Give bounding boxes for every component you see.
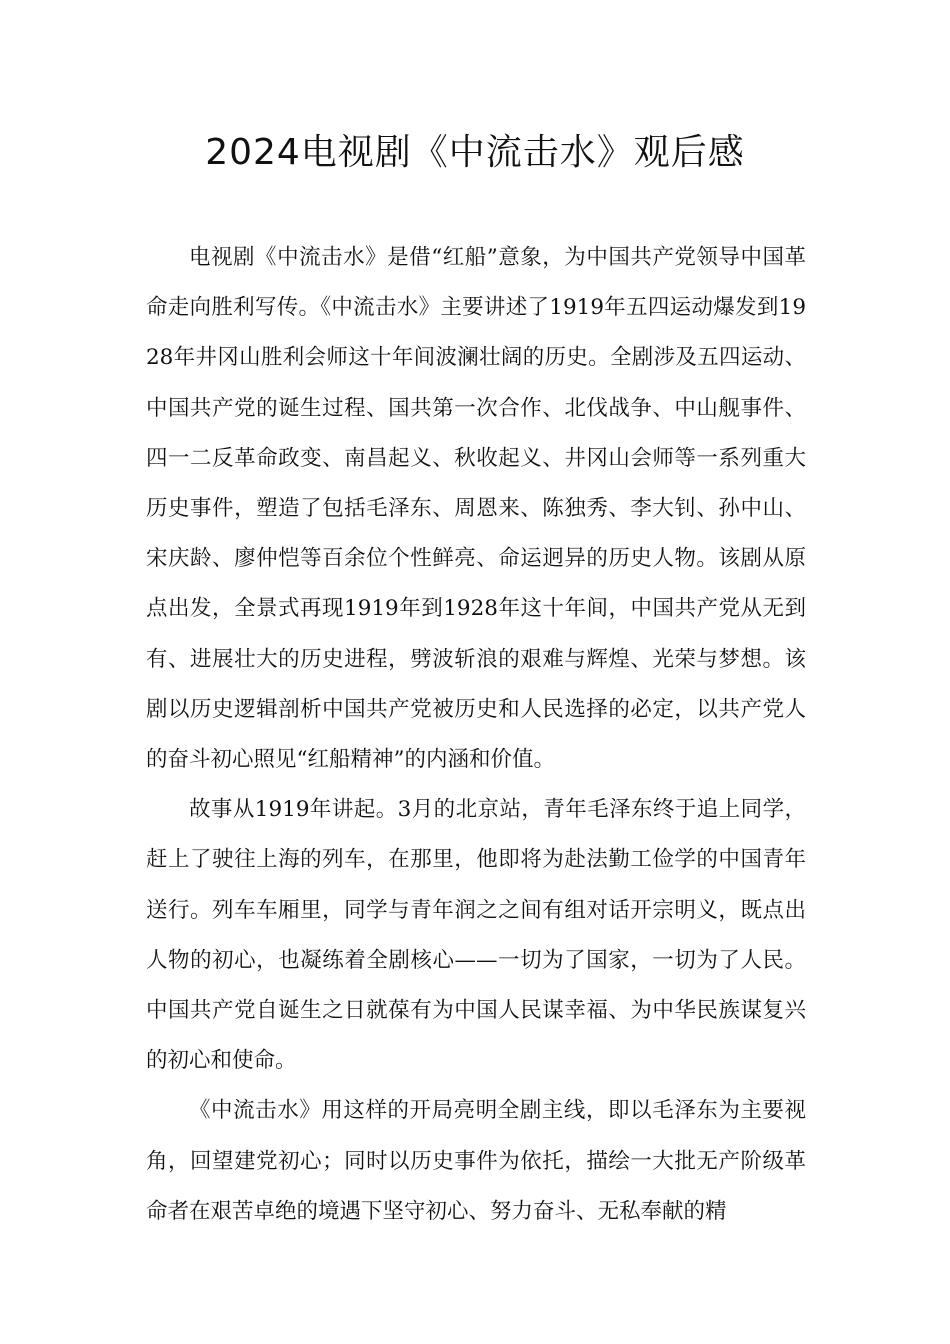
paragraph-intro: 电视剧《中流击水》是借“红船”意象，为中国共产党领导中国革命走向胜利写传。《中流击水》主要讲述了1919年五四运动爆发到1928年井冈山胜利会师这十年间波澜壮阔的历史。全剧涉及五四运动、中国共产党的诞生过程、国共第一次合作、北伐战争、中山舰事件、四一二反革命政变、南昌起义、秋收起义、井冈山会师等一系列重大历史事件，塑造了包括毛泽东、周恩来、陈独秀、李大钊、孙中山、宋庆龄、廖仲恺等百余位个性鲜亮、命运迥异的历史人物。该剧从原点出发，全景式再现1919年到1928年这十年间，中国共产党从无到有、进展壮大的历史进程，劈波斩浪的艰难与辉煌、光荣与梦想。该剧以历史逻辑剖析中国共产党被历史和人民选择的必定，以共产党人的奋斗初心照见“红船精神”的内涵和价值。 bbox=[146, 245, 806, 773]
paragraph-main-thread: 《中流击水》用这样的开局亮明全剧主线，即以毛泽东为主要视角，回望建党初心；同时以历史事件为依托，描绘一大批无产阶级革命者在艰苦卓绝的境遇下坚守初心、努力奋斗、无私奉献的精 bbox=[146, 1098, 806, 1224]
document-body bbox=[146, 233, 806, 1237]
document-title: 2024电视剧《中流击水》观后感 bbox=[205, 132, 745, 173]
paragraph-story-opening: 故事从1919年讲起。3月的北京站，青年毛泽东终于追上同学，赶上了驶往上海的列车，在那里，他即将为赴法勤工俭学的中国青年送行。列车车厢里，同学与青年润之之间有组对话开宗明义，既点出人物的初心，也凝练着全剧核心——一切为了国家，一切为了人民。中国共产党自诞生之日就葆有为中国人民谋幸福、为中华民族谋复兴的初心和使命。 bbox=[146, 797, 806, 1074]
